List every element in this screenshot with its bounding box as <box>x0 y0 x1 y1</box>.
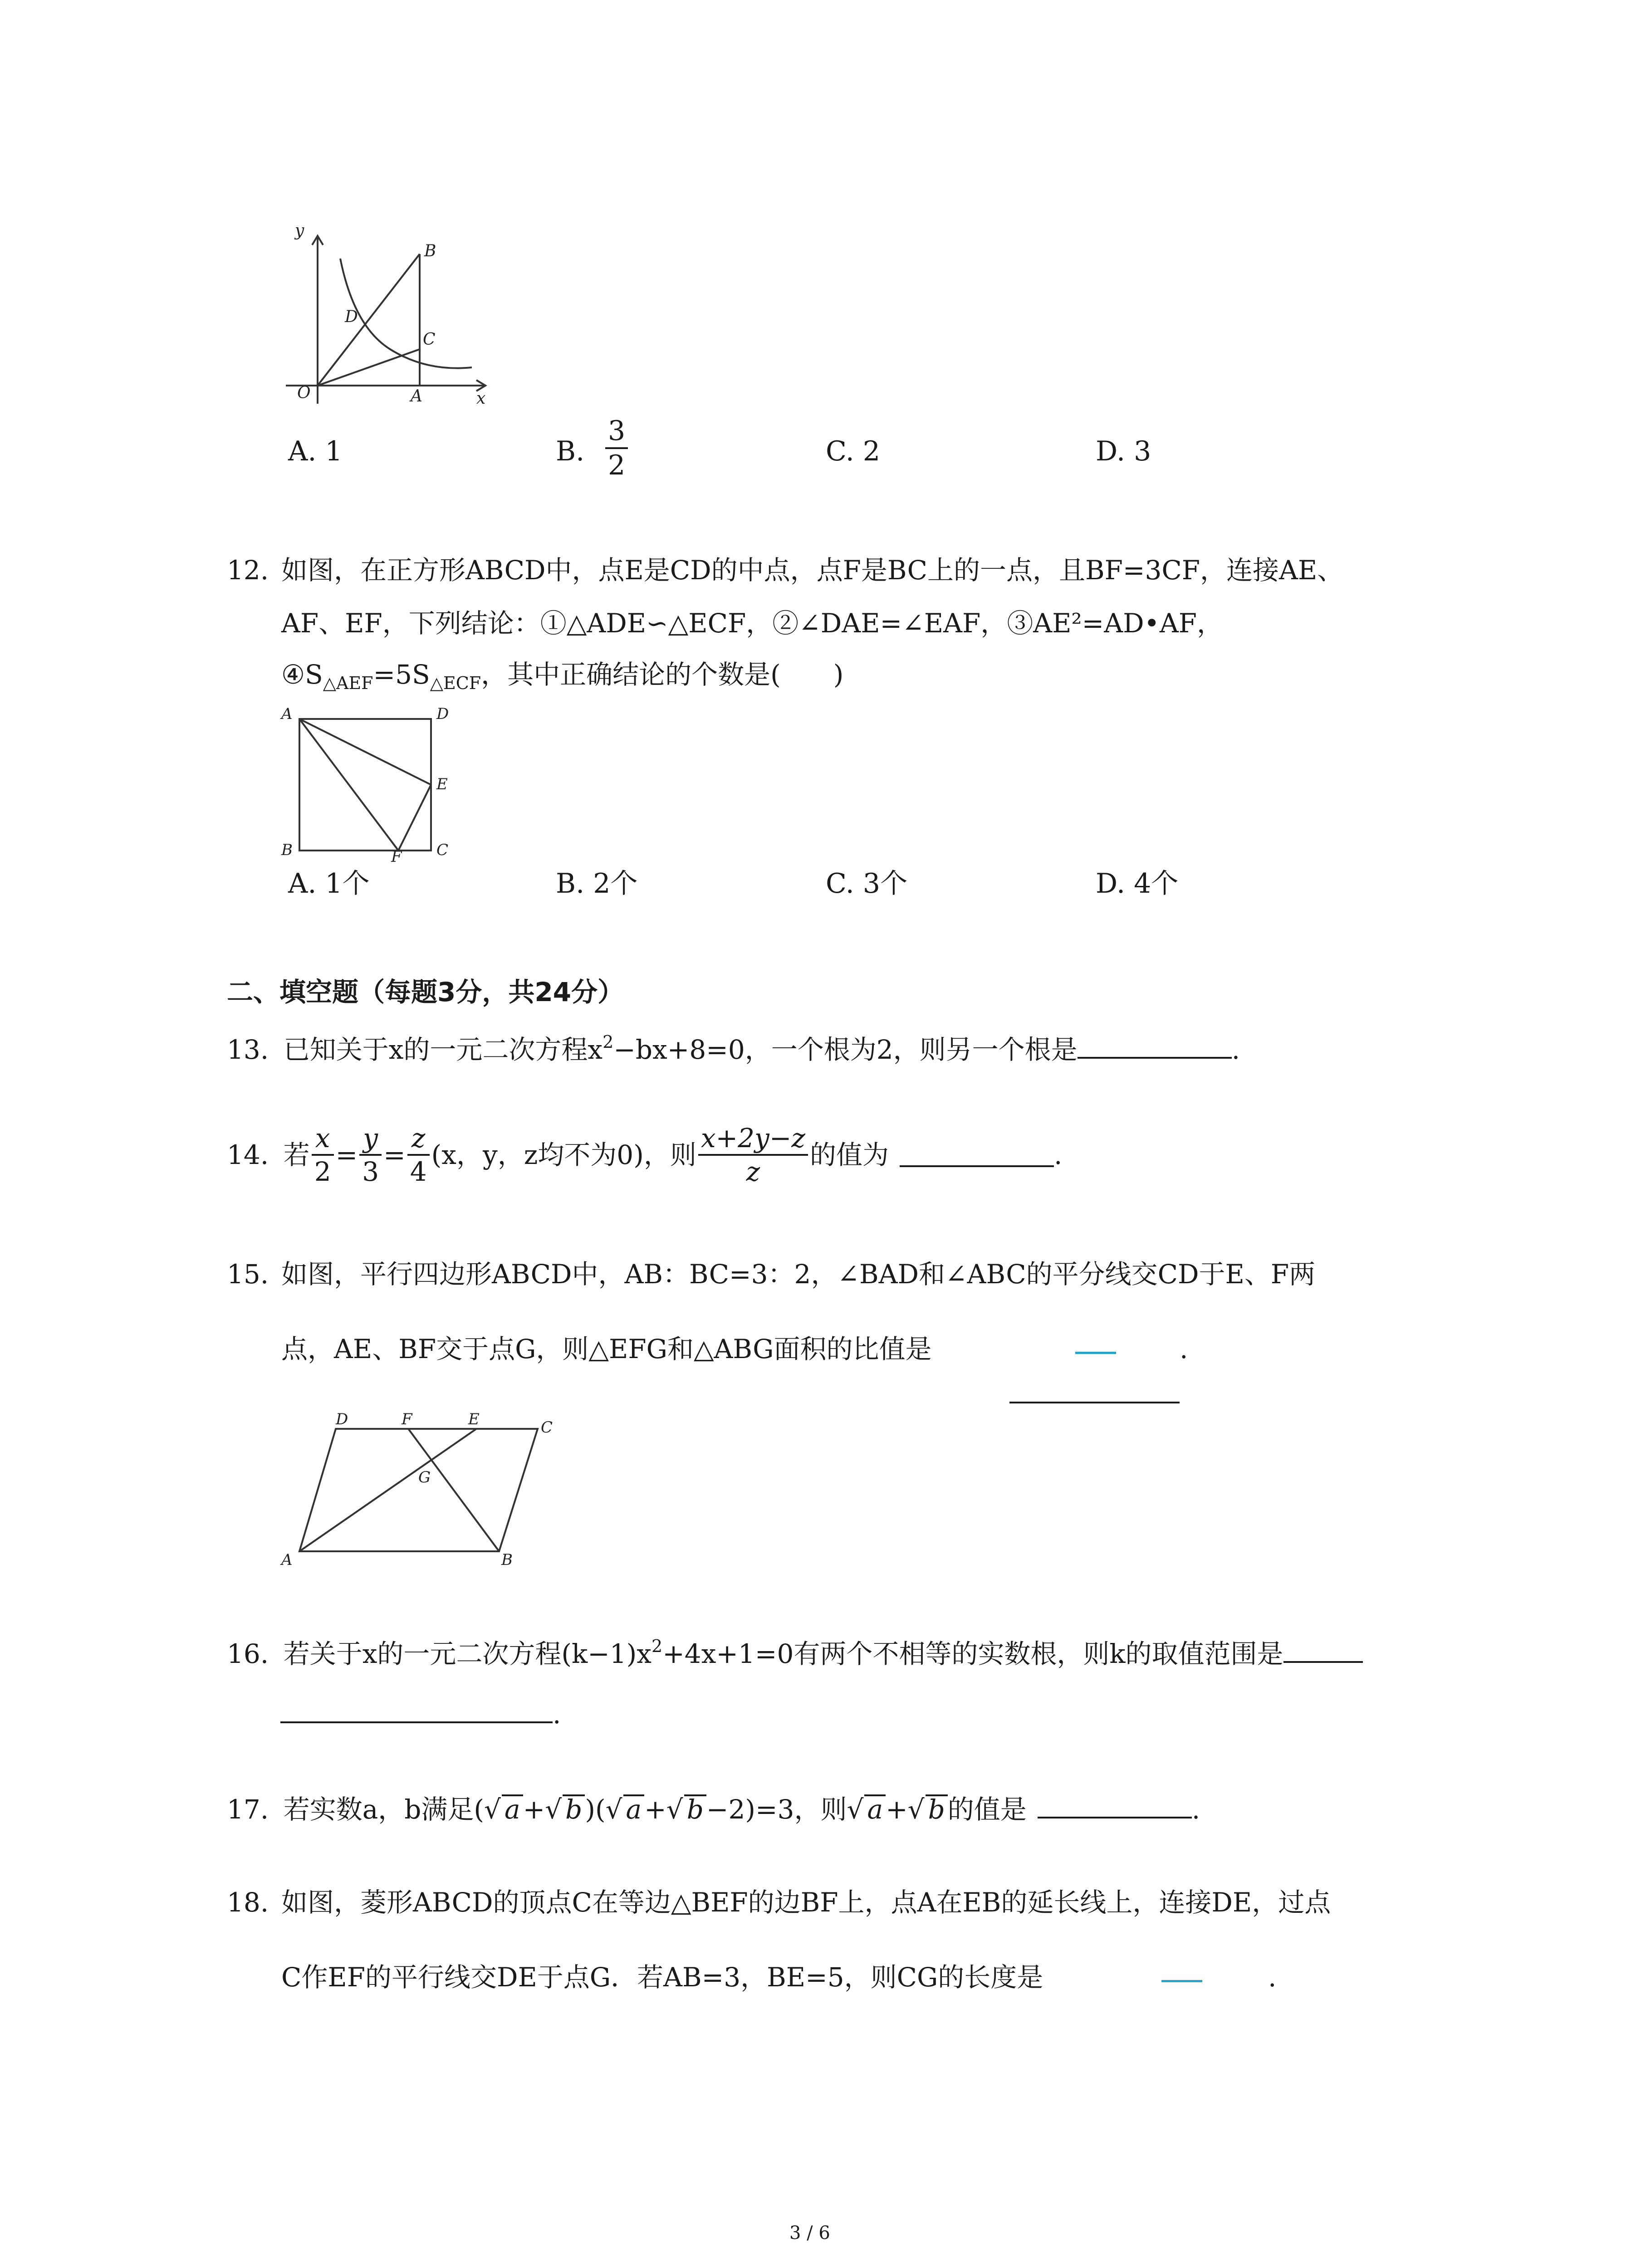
q14-frac-expr-num: x+2y−z <box>700 1123 805 1154</box>
q14-frac-x-num: x <box>315 1123 330 1154</box>
q13-answer-blank[interactable] <box>1078 1034 1232 1059</box>
label-e: E <box>468 1410 480 1428</box>
label-e: E <box>436 775 448 793</box>
q14-cond: (x，y，z均不为0)，则 <box>431 1139 696 1170</box>
q11-figure <box>272 213 508 413</box>
page-number: 3 / 6 <box>789 2223 830 2244</box>
q17-rad-a-2: a <box>623 1794 645 1823</box>
q17-rad-b-1: b <box>563 1794 585 1823</box>
q11-option-b-fraction <box>605 417 628 479</box>
q12-figure <box>272 699 463 862</box>
label-b: B <box>281 841 293 859</box>
label-c: C <box>541 1418 553 1437</box>
label-d: D <box>436 705 449 723</box>
q14-end: . <box>1054 1139 1063 1170</box>
label-f: F <box>391 848 402 862</box>
q17-rad-a-1: a <box>502 1794 523 1823</box>
q16-answer-blank-2[interactable] <box>280 1699 553 1723</box>
q13-end: . <box>1231 1034 1240 1065</box>
q17-plus-3: + <box>886 1794 908 1825</box>
q17-answer-blank[interactable] <box>1038 1794 1192 1818</box>
label-c: C <box>436 841 449 859</box>
q12-line2: AF、EF，下列结论：①△ADE∽△ECF，②∠DAE=∠EAF，③AE²=AD•AF， <box>281 608 1223 639</box>
q15-end: . <box>1180 1334 1188 1364</box>
q12-line3-a: ④S <box>281 659 323 690</box>
label-a: A <box>281 1551 293 1569</box>
q11-option-d: D. 3 <box>1096 435 1151 467</box>
label-a: A <box>281 705 293 723</box>
q17-root-sign-3: √ <box>605 1794 622 1825</box>
q14-frac-x <box>312 1125 334 1185</box>
q14-frac-expr <box>698 1125 808 1185</box>
q15-answer-blank[interactable] <box>1009 1379 1180 1403</box>
line-bf <box>408 1429 499 1551</box>
q14-suffix: 的值为 <box>809 1139 889 1170</box>
q14-prefix: 若 <box>283 1139 310 1170</box>
q16-text-b: +4x+1=0有两个不相等的实数根，则k的取值范围是 <box>662 1638 1283 1669</box>
q16-end: . <box>553 1699 561 1730</box>
q17-suffix: 的值是 <box>947 1794 1027 1825</box>
q12-option-c: C. 3个 <box>826 868 908 899</box>
q15-line2: 点，AE、BF交于点G，则△EFG和△ABG面积的比值是 <box>281 1334 932 1364</box>
q16-answer-blank-1[interactable] <box>1283 1638 1363 1663</box>
line-ef <box>398 785 431 850</box>
q13-text-b: −bx+8=0，一个根为2，则另一个根是 <box>613 1034 1078 1065</box>
q17-number: 17. <box>227 1794 269 1825</box>
q14-frac-y-num: y <box>363 1123 378 1154</box>
q11-option-b-numerator: 3 <box>608 415 626 447</box>
q17-mid: )( <box>585 1794 606 1825</box>
q18-line2: C作EF的平行线交DE于点G．若AB=3，BE=5，则CG的长度是 <box>281 1962 1043 1993</box>
q15-line1: 如图，平行四边形ABCD中，AB：BC=3：2，∠BAD和∠ABC的平分线交CD于E、F两 <box>281 1259 1316 1290</box>
q16-number: 16. <box>227 1638 269 1669</box>
q12-option-b: B. 2个 <box>556 868 638 899</box>
q11-option-b <box>556 435 585 467</box>
q17-root-sign-4: √ <box>666 1794 683 1825</box>
q14-eq2: = <box>383 1139 406 1170</box>
q17-root-sign-5: √ <box>847 1794 864 1825</box>
q14-frac-z-den: 4 <box>407 1154 430 1185</box>
q16-line1 <box>227 1637 1363 1667</box>
q12-number: 12. <box>227 555 269 586</box>
q12-line3-sub2: △ECF <box>430 673 481 693</box>
q14-eq1: = <box>335 1139 358 1170</box>
q17-plus-2: + <box>644 1794 666 1825</box>
q17-end: . <box>1191 1794 1200 1825</box>
q14-number: 14. <box>227 1139 269 1170</box>
q12-line3-sub1: △AEF <box>323 673 373 693</box>
line-af <box>299 719 398 850</box>
q16-sup: 2 <box>652 1636 663 1656</box>
q18-end: . <box>1268 1962 1277 1993</box>
line-oc <box>318 349 420 386</box>
label-c: C <box>423 330 436 349</box>
q13-text-a: 已知关于x的一元二次方程x <box>283 1034 603 1065</box>
q14-answer-blank[interactable] <box>900 1143 1054 1167</box>
label-f: F <box>402 1410 412 1428</box>
label-b: B <box>501 1551 513 1569</box>
q12-option-a: A. 1个 <box>288 868 370 899</box>
q11-option-a: A. 1 <box>288 435 343 467</box>
label-a: A <box>411 387 422 406</box>
q18-line1: 如图，菱形ABCD的顶点C在等边△BEF的边BF上，点A在EB的延长线上，连接DE，过点 <box>281 1887 1331 1918</box>
q17-text-a: 若实数a，b满足( <box>283 1794 485 1825</box>
q18-number: 18. <box>227 1887 269 1918</box>
q13-number: 13. <box>227 1034 269 1065</box>
section-2-title: 二、填空题（每题3分，共24分） <box>227 977 624 1007</box>
q12-line3 <box>281 661 843 692</box>
q14-frac-y <box>359 1125 382 1185</box>
q15-answer-dash <box>1075 1348 1116 1357</box>
q17-minus2: −2)=3，则 <box>706 1794 847 1825</box>
q17-plus-1: + <box>523 1794 545 1825</box>
q12-line1: 如图，在正方形ABCD中，点E是CD的中点，点F是BC上的一点，且BF=3CF，连接AE、 <box>281 555 1344 586</box>
q17-root-sign-1: √ <box>484 1794 501 1825</box>
q13 <box>227 1033 1240 1063</box>
q14-frac-y-den: 3 <box>359 1154 382 1185</box>
q14-frac-x-den: 2 <box>312 1154 334 1185</box>
q17-rad-a-3: a <box>864 1794 886 1823</box>
hyperbola-curve <box>340 259 472 368</box>
q14-frac-z-num: z <box>411 1123 426 1154</box>
q15-figure <box>272 1402 572 1569</box>
line-ae <box>299 719 431 785</box>
q14-frac-z <box>407 1125 430 1185</box>
q15-number: 15. <box>227 1259 269 1290</box>
q17-root-sign-2: √ <box>545 1794 562 1825</box>
q16-text-a: 若关于x的一元二次方程(k−1)x <box>283 1638 652 1669</box>
q12-option-d: D. 4个 <box>1096 868 1179 899</box>
label-o: O <box>297 384 311 402</box>
q13-sup: 2 <box>603 1032 614 1052</box>
label-g: G <box>418 1468 431 1486</box>
line-ob <box>318 254 420 386</box>
q16-line2 <box>280 1699 561 1730</box>
parallelogram-abcd <box>299 1429 538 1551</box>
q14 <box>227 1125 1062 1185</box>
q11-option-b-label: B. <box>556 435 585 467</box>
q11-option-b-denominator: 2 <box>605 447 628 479</box>
q17-rad-b-3: b <box>926 1794 948 1823</box>
q12-line3-c: ，其中正确结论的个数是( ) <box>481 659 844 690</box>
q12-line3-b: =5S <box>373 659 430 690</box>
q11-option-c: C. 2 <box>826 435 881 467</box>
q17-rad-b-2: b <box>684 1794 706 1823</box>
q17-root-sign-6: √ <box>907 1794 925 1825</box>
line-ae <box>299 1429 476 1551</box>
label-y: y <box>295 221 304 240</box>
label-x: x <box>476 389 486 408</box>
square-abcd <box>299 719 431 850</box>
label-d: D <box>345 308 358 326</box>
q17 <box>227 1794 1200 1823</box>
q14-frac-expr-den: z <box>698 1154 808 1185</box>
label-d: D <box>336 1410 348 1428</box>
label-b: B <box>424 242 436 260</box>
q18-answer-dash <box>1161 1976 1202 1985</box>
